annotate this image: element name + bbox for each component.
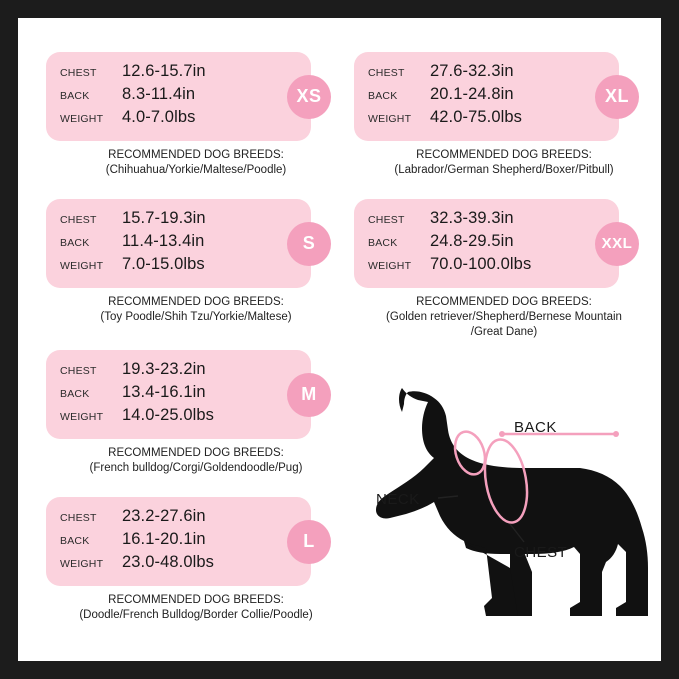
value-chest: 27.6-32.3in	[430, 62, 514, 80]
measurement-row-back	[368, 85, 607, 108]
measurement-row-back	[60, 85, 299, 108]
measurement-row-weight	[368, 108, 607, 131]
label-back: BACK	[60, 237, 90, 249]
size-block-xs	[46, 52, 346, 178]
size-block-m	[46, 350, 346, 476]
breeds-list: (Toy Poodle/Shih Tzu/Yorkie/Maltese)	[100, 311, 292, 323]
label-chest: CHEST	[60, 67, 97, 79]
value-back: 8.3-11.4in	[122, 85, 196, 103]
measurement-row-chest	[60, 507, 299, 530]
value-chest: 19.3-23.2in	[122, 360, 206, 378]
label-chest: CHEST	[368, 67, 405, 79]
breeds-list: (French bulldog/Corgi/Goldendoodle/Pug)	[89, 462, 303, 474]
label-weight: WEIGHT	[368, 113, 412, 125]
measurement-row-weight	[60, 108, 299, 131]
breeds-heading: RECOMMENDED DOG BREEDS:	[108, 296, 284, 308]
value-weight: 14.0-25.0lbs	[122, 406, 215, 424]
breeds-list: (Golden retriever/Shepherd/Bernese Mountain	[386, 311, 622, 323]
measurements-panel	[46, 497, 315, 586]
size-block-xl	[354, 52, 654, 178]
back-measure-end	[613, 431, 619, 437]
recommended-breeds	[46, 295, 346, 325]
size-badge: XXL	[595, 222, 639, 266]
measurement-row-back	[368, 232, 607, 255]
value-back: 11.4-13.4in	[122, 232, 205, 250]
size-chart-card	[18, 18, 661, 661]
breeds-list: (Chihuahua/Yorkie/Maltese/Poodle)	[105, 164, 287, 176]
value-chest: 12.6-15.7in	[122, 62, 206, 80]
measurement-row-chest	[368, 62, 607, 85]
measurements-panel	[46, 199, 316, 288]
breeds-heading: RECOMMENDED DOG BREEDS:	[416, 296, 592, 308]
measurements-panel	[46, 350, 317, 439]
diagram-label-chest: CHEST	[514, 544, 568, 561]
measurement-row-weight	[60, 255, 299, 278]
size-block-l	[46, 497, 346, 623]
measurements-panel	[46, 52, 322, 141]
label-back: BACK	[60, 535, 90, 547]
value-chest: 15.7-19.3in	[122, 209, 206, 227]
measurement-row-back	[60, 232, 299, 255]
size-badge: S	[287, 222, 331, 266]
breeds-heading: RECOMMENDED DOG BREEDS:	[108, 149, 284, 161]
breeds-heading: RECOMMENDED DOG BREEDS:	[108, 447, 284, 459]
label-back: BACK	[60, 388, 90, 400]
label-back: BACK	[368, 90, 398, 102]
value-weight: 23.0-48.0lbs	[122, 553, 215, 571]
recommended-breeds	[46, 593, 346, 623]
value-back: 20.1-24.8in	[430, 85, 514, 103]
measurement-row-weight	[368, 255, 607, 278]
label-weight: WEIGHT	[60, 113, 104, 125]
back-measure-start	[499, 431, 505, 437]
label-chest: CHEST	[60, 512, 97, 524]
recommended-breeds	[354, 148, 654, 178]
value-weight: 70.0-100.0lbs	[430, 255, 532, 273]
value-weight: 42.0-75.0lbs	[430, 108, 523, 126]
diagram-label-neck: NECK	[376, 491, 420, 508]
measurement-row-weight	[60, 553, 299, 576]
breeds-list: (Labrador/German Shepherd/Boxer/Pitbull)	[394, 164, 614, 176]
measurement-row-chest	[60, 360, 299, 383]
measurement-row-chest	[368, 209, 607, 232]
value-back: 13.4-16.1in	[122, 383, 206, 401]
size-badge: XL	[595, 75, 639, 119]
size-badge: L	[287, 520, 331, 564]
measurements-panel	[354, 52, 629, 141]
size-block-xxl	[354, 199, 654, 340]
breeds-heading: RECOMMENDED DOG BREEDS:	[416, 149, 592, 161]
size-badge: XS	[287, 75, 331, 119]
recommended-breeds	[354, 295, 654, 340]
diagram-label-back: BACK	[514, 419, 557, 436]
label-chest: CHEST	[368, 214, 405, 226]
recommended-breeds	[46, 446, 346, 476]
label-chest: CHEST	[60, 214, 97, 226]
size-badge: M	[287, 373, 331, 417]
label-chest: CHEST	[60, 365, 97, 377]
measurement-row-chest	[60, 209, 299, 232]
measurement-row-chest	[60, 62, 299, 85]
label-weight: WEIGHT	[60, 260, 104, 272]
label-weight: WEIGHT	[60, 558, 104, 570]
measurement-row-weight	[60, 406, 299, 429]
label-back: BACK	[60, 90, 90, 102]
dog-measurement-diagram	[354, 376, 664, 636]
measurement-row-back	[60, 383, 299, 406]
measurements-panel	[354, 199, 633, 288]
label-back: BACK	[368, 237, 398, 249]
label-weight: WEIGHT	[368, 260, 412, 272]
value-back: 16.1-20.1in	[122, 530, 206, 548]
value-back: 24.8-29.5in	[430, 232, 514, 250]
recommended-breeds	[46, 148, 346, 178]
breeds-heading: RECOMMENDED DOG BREEDS:	[108, 594, 284, 606]
value-weight: 7.0-15.0lbs	[122, 255, 205, 273]
measurement-row-back	[60, 530, 299, 553]
breeds-list-cont: /Great Dane)	[470, 326, 538, 338]
breeds-list: (Doodle/French Bulldog/Border Collie/Poodle)	[79, 609, 313, 621]
value-weight: 4.0-7.0lbs	[122, 108, 196, 126]
size-block-s	[46, 199, 346, 325]
label-weight: WEIGHT	[60, 411, 104, 423]
value-chest: 32.3-39.3in	[430, 209, 514, 227]
value-chest: 23.2-27.6in	[122, 507, 206, 525]
